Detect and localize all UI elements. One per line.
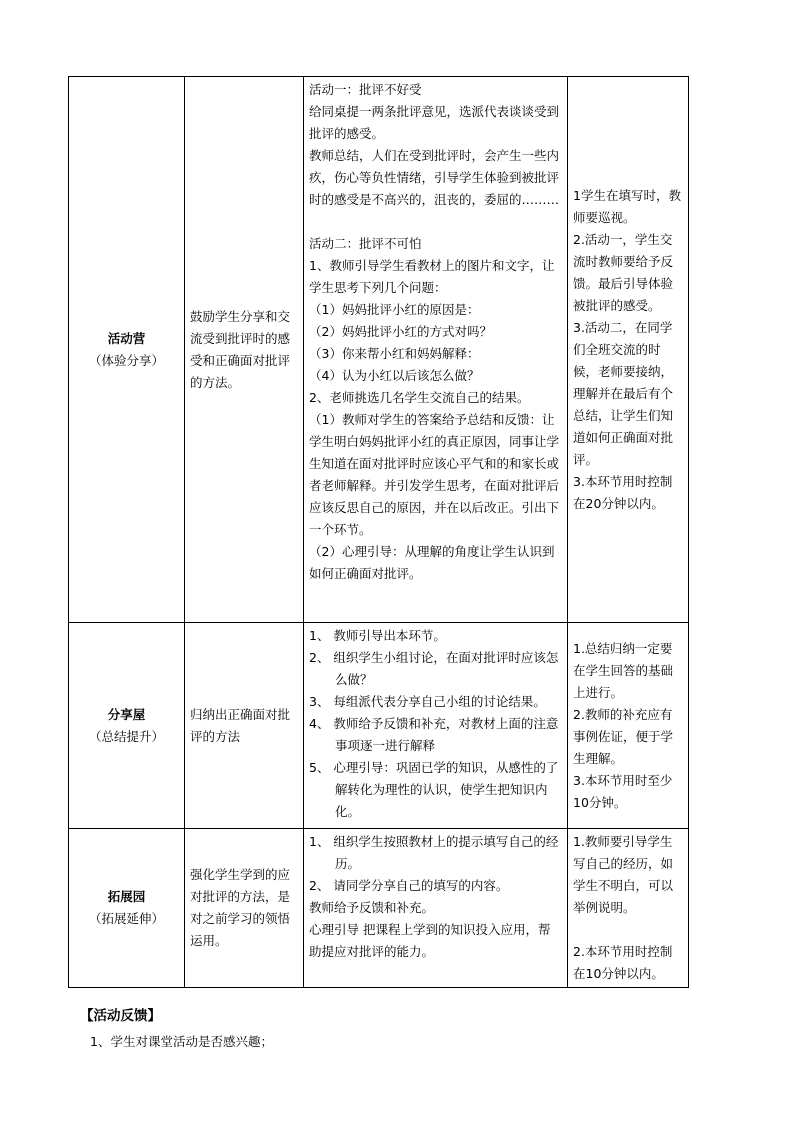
step-line: （2）妈妈批评小红的方式对吗？: [309, 324, 492, 339]
note-line: 2.活动一，学生交流时教师要给予反馈。最后引导体验被批评的感受。: [573, 231, 674, 313]
step-line: 活动一：批评不好受: [309, 82, 422, 97]
step-line: 1、 教师引导出本环节。: [309, 628, 446, 643]
step-line: 教师给予反馈和补充。: [309, 900, 435, 915]
feedback-item: 1、学生对课堂活动是否感兴趣；: [90, 1034, 273, 1049]
stage-subtitle: （总结提升）: [88, 728, 164, 744]
note-line: 1学生在填写时，教师要巡视。: [573, 187, 681, 225]
note-line: 1.总结归纳一定要在学生回答的基础上进行。: [573, 640, 674, 700]
step-line: （3）你来帮小红和妈妈解释：: [309, 346, 480, 361]
goal-cell: 鼓励学生分享和交流受到批评时的感受和正确面对批评的方法。: [185, 77, 304, 623]
step-line: 5、 心理引导：巩固已学的知识，从感性的了解转化为理性的认识，使学生把知识内化。: [309, 760, 559, 819]
step-line: 1、 组织学生按照教材上的提示填写自己的经历。: [309, 834, 559, 871]
stage-name: 分享屋: [107, 706, 146, 722]
step-line: （1）妈妈批评小红的原因是：: [309, 302, 480, 317]
table-row: [69, 623, 689, 829]
feedback-section-title: 【活动反馈】: [80, 1008, 161, 1024]
note-line: 1.教师要引导学生写自己的经历，如学生不明白，可以举例说明。: [573, 834, 674, 915]
step-line: 教师总结，人们在受到批评时，会产生一些内疚，伤心等负性情绪，引导学生体验到被批评时的感受是不高兴的，沮丧的，委屈的………: [309, 148, 560, 207]
stage-name: 活动营: [107, 330, 146, 346]
step-line: 2、 组织学生小组讨论，在面对批评时应该怎么做？: [309, 650, 559, 687]
notes-cell: [568, 77, 689, 623]
notes-cell: [568, 829, 689, 988]
goal-cell: 强化学生学到的应对批评的方法，是对之前学习的领悟运用。: [185, 829, 304, 988]
note-line: 3.活动二，在同学们全班交流的时候，老师要接纳，理解并在最后有个总结，让学生们知道如何正确面对批评。: [573, 319, 674, 467]
step-line: 给同桌提一两条批评意见，选派代表谈谈受到批评的感受。: [309, 104, 560, 141]
step-line: 4、 教师给予反馈和补充，对教材上面的注意事项逐一进行解释: [309, 716, 559, 753]
step-line: 1、教师引导学生看教材上的图片和文字，让学生思考下列几个问题：: [309, 258, 555, 295]
step-line: （4）认为小红以后该怎么做？: [309, 368, 480, 383]
stage-name: 拓展园: [107, 889, 146, 904]
lesson-plan-table: [68, 76, 689, 988]
note-gap: [573, 919, 683, 941]
steps-cell: [304, 829, 568, 988]
note-line: 3.本环节用时至少10分钟。: [573, 772, 673, 810]
note-line: 2.教师的补充应有事例佐证，便于学生理解。: [573, 706, 674, 766]
step-line: （2）心理引导：从理解的角度让学生认识到如何正确面对批评。: [309, 544, 555, 581]
goal-cell: 归纳出正确面对批评的方法: [185, 623, 304, 829]
step-line: 3、 每组派代表分享自己小组的讨论结果。: [309, 694, 546, 709]
stage-subtitle: （体验分享）: [88, 352, 164, 368]
stage-subtitle: （拓展延伸）: [88, 911, 164, 926]
note-line: 2.本环节用时控制在10分钟以内。: [573, 944, 673, 981]
step-line: 2、老师挑选几名学生交流自己的结果。: [309, 390, 530, 405]
step-line: （1）教师对学生的答案给予总结和反馈：让学生明白妈妈批评小红的真正原因，同事让学生知道在面对批评时应该心平气和的和家长或者老师解释。并引发学生思考，在面对批评后应该反思自己的原因，并在以后改正。引出下一个环节。: [309, 412, 560, 537]
step-gap: [309, 211, 562, 233]
stage-cell: [69, 623, 185, 829]
step-line: 心理引导 把课程上学到的知识投入应用，帮助提应对批评的能力。: [309, 922, 551, 959]
table-row: [69, 77, 689, 623]
step-line: 活动二：批评不可怕: [309, 236, 422, 251]
stage-cell: [69, 829, 185, 988]
steps-cell: [304, 77, 568, 623]
stage-cell: [69, 77, 185, 623]
note-line: 3.本环节用时控制在20分钟以内。: [573, 473, 673, 511]
steps-cell: [304, 623, 568, 829]
table-row: [69, 829, 689, 988]
step-line: 2、 请同学分享自己的填写的内容。: [309, 878, 509, 893]
notes-cell: [568, 623, 689, 829]
